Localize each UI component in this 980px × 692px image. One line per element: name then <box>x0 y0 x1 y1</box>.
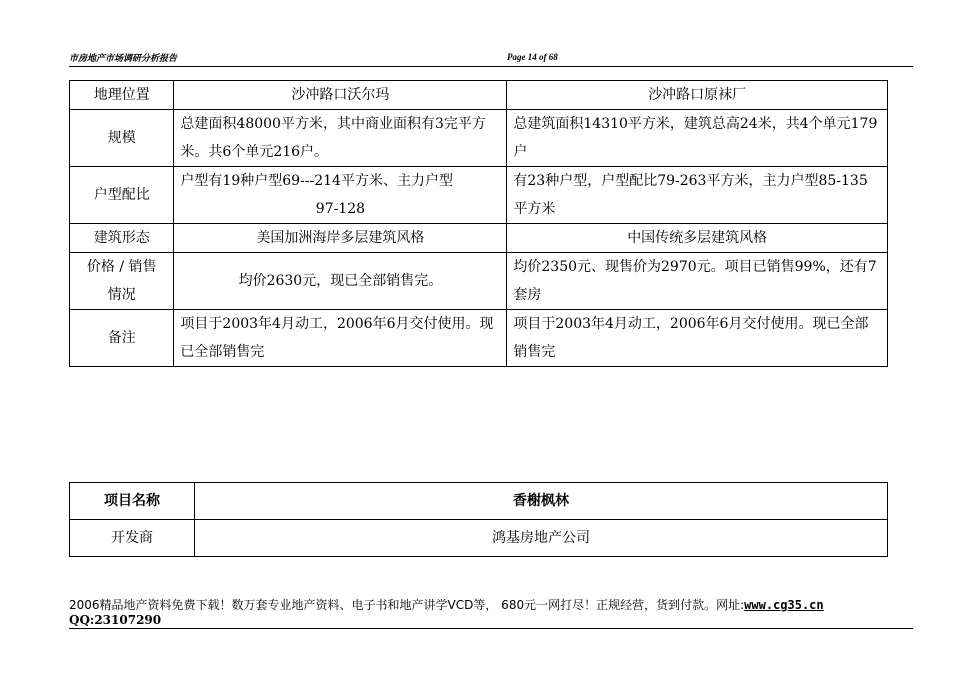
footer-promo: 2006精品地产资料免费下载！数万套专业地产资料、电子书和地产讲学VCD等， 680元一网打尽！正规经营，货到付款。网址: <box>69 598 745 612</box>
row-label: 项目名称 <box>70 483 195 520</box>
header-divider <box>69 66 913 67</box>
table-cell <box>174 167 507 224</box>
table-cell: 美国加洲海岸多层建筑风格 <box>174 224 507 253</box>
cell-line: 97-128 <box>315 201 366 217</box>
row-label: 开发商 <box>70 520 195 557</box>
header-cell: 地理位置 <box>70 81 174 110</box>
header-cell: 沙冲路口沃尔玛 <box>174 81 507 110</box>
qq-number: QQ:23107290 <box>69 613 162 627</box>
table-cell: 均价2350元、现售价为2970元。项目已销售99%，还有7套房 <box>507 253 888 310</box>
table-row <box>70 224 888 253</box>
footer-text <box>69 596 824 613</box>
table-cell: 总建面积48000平方米，其中商业面积有3完平方米。共6个单元216户。 <box>174 110 507 167</box>
table-cell: 均价2630元，现已全部销售完。 <box>174 253 507 310</box>
table-row <box>70 81 888 110</box>
developer-name: 鸿基房地产公司 <box>195 520 888 557</box>
table-row <box>70 167 888 224</box>
row-label: 户型配比 <box>70 167 174 224</box>
comparison-table <box>69 80 888 367</box>
table-row <box>70 253 888 310</box>
row-label: 规模 <box>70 110 174 167</box>
cell-line: 情况 <box>107 287 136 303</box>
report-title: 市房地产市场调研分析报告 <box>69 54 178 64</box>
table-cell: 项目于2003年4月动工，2006年6月交付使用。现已全部销售完 <box>174 310 507 367</box>
project-name: 香榭枫林 <box>195 483 888 520</box>
table-cell: 项目于2003年4月动工，2006年6月交付使用。现已全部销售完 <box>507 310 888 367</box>
table-row <box>70 310 888 367</box>
table-row <box>70 520 888 557</box>
website-link[interactable]: www.cg35.cn <box>744 598 824 612</box>
table-cell: 总建筑面积14310平方米，建筑总高24米，共4个单元179户 <box>507 110 888 167</box>
table-cell: 中国传统多层建筑风格 <box>507 224 888 253</box>
header-cell: 沙冲路口原袜厂 <box>507 81 888 110</box>
project-info-table <box>69 482 888 557</box>
table-row <box>70 483 888 520</box>
row-label <box>70 253 174 310</box>
row-label: 建筑形态 <box>70 224 174 253</box>
table-row <box>70 110 888 167</box>
cell-line: 户型有19种户型69---214平方米、主力户型 <box>180 173 453 189</box>
row-label: 备注 <box>70 310 174 367</box>
cell-line: 价格 / 销售 <box>86 259 157 275</box>
page-number: Page 14 of 68 <box>507 52 558 62</box>
footer-divider <box>69 628 913 629</box>
table-cell: 有23种户型，户型配比79-263平方米，主力户型85-135平方米 <box>507 167 888 224</box>
